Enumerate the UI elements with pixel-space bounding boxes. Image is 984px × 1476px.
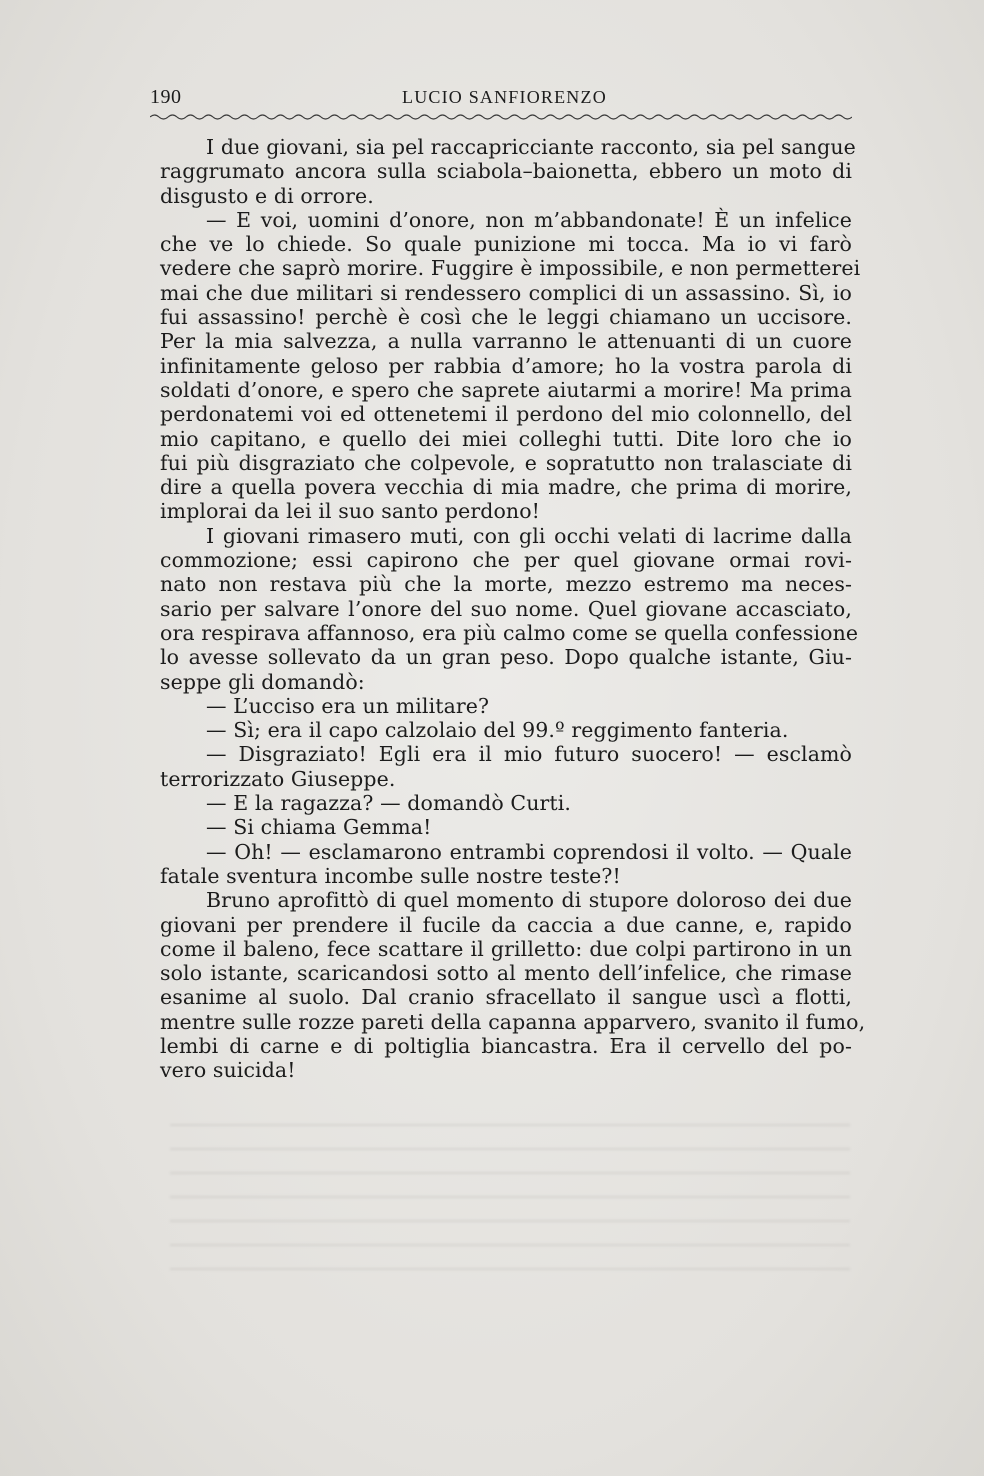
text-line: dire a quella povera vecchia di mia madre, che prima di morire, <box>160 475 852 500</box>
text-line: vedere che saprò morire. Fuggire è impossibile, e non permetterei <box>160 256 861 281</box>
text-line: I giovani rimasero muti, con gli occhi velati di lacrime dalla <box>206 523 852 548</box>
text-line: — Disgraziato! Egli era il mio futuro suocero! — esclamò <box>206 742 852 767</box>
text-line: seppe gli domandò: <box>160 669 365 694</box>
body-text <box>160 135 866 1083</box>
decorative-wavy-rule <box>150 110 852 124</box>
text-line: nato non restava più che la morte, mezzo estremo ma neces- <box>160 572 852 597</box>
text-line: Bruno aprofittò di quel momento di stupore doloroso dei due <box>206 888 852 913</box>
text-line: commozione; essi capirono che per quel giovane ormai rovi- <box>160 548 852 573</box>
text-line: ora respirava affannoso, era più calmo come se quella confessione <box>160 620 859 645</box>
text-line: infinitamente geloso per rabbia d’amore; ho la vostra parola di <box>160 353 852 378</box>
text-line: giovani per prendere il fucile da caccia a due canne, e, rapido <box>160 912 852 937</box>
text-line: che ve lo chiede. So quale punizione mi tocca. Ma io vi farò <box>160 232 852 257</box>
text-line: implorai da lei il suo santo perdono! <box>160 499 540 524</box>
text-line: — Oh! — esclamarono entrambi coprendosi il volto. — Quale <box>206 839 852 864</box>
text-line: raggrumato ancora sulla sciabola–baionetta, ebbero un moto di <box>160 159 852 184</box>
text-line: mio capitano, e quello dei miei colleghi tutti. Dite loro che io <box>160 426 852 451</box>
text-line: fui più disgraziato che colpevole, e sopratutto non tralasciate di <box>160 450 852 475</box>
text-line: lo avesse sollevato da un gran peso. Dopo qualche istante, Giu- <box>160 645 852 670</box>
text-line: I due giovani, sia pel raccapricciante racconto, sia pel sangue <box>206 135 856 159</box>
text-line: esanime al suolo. Dal cranio sfracellato il sangue uscì a flotti, <box>160 985 852 1010</box>
text-line: vero suicida! <box>160 1058 296 1083</box>
show-through-text <box>170 1110 850 1280</box>
text-line: — E la ragazza? — domandò Curti. <box>206 791 572 816</box>
running-head: LUCIO SANFIORENZO <box>402 87 607 107</box>
text-line: sario per salvare l’onore del suo nome. Quel giovane accasciato, <box>160 596 852 621</box>
text-line: Per la mia salvezza, a nulla varranno le attenuanti di un cuore <box>160 329 852 354</box>
text-line: — L’ucciso era un militare? <box>206 693 490 718</box>
text-line: terrorizzato Giuseppe. <box>160 766 396 791</box>
text-line: perdonatemi voi ed ottenetemi il perdono del mio colonnello, del <box>160 402 852 427</box>
text-line: come il baleno, fece scattare il grilletto: due colpi partirono in un <box>160 936 852 961</box>
text-line: mai che due militari si rendessero complici di un assassino. Sì, io <box>160 280 852 305</box>
page-number: 190 <box>150 86 182 108</box>
text-line: fui assassino! perchè è così che le leggi chiamano un uccisore. <box>160 305 852 330</box>
text-line: — Si chiama Gemma! <box>206 815 432 840</box>
text-line: solo istante, scaricandosi sotto al mento dell’infelice, che rimase <box>160 961 852 986</box>
text-line: disgusto e di orrore. <box>160 183 374 208</box>
text-line: mentre sulle rozze pareti della capanna apparvero, svanito il fumo, <box>160 1009 866 1034</box>
text-line: fatale sventura incombe sulle nostre teste?! <box>160 863 621 888</box>
text-line: lembi di carne e di poltiglia biancastra. Era il cervello del po- <box>160 1033 852 1058</box>
text-line: — E voi, uomini d’onore, non m’abbandonate! È un infelice <box>206 207 852 232</box>
text-line: soldati d’onore, e spero che saprete aiutarmi a morire! Ma prima <box>160 377 852 402</box>
text-line: — Sì; era il capo calzolaio del 99.º reggimento fanteria. <box>206 718 789 743</box>
